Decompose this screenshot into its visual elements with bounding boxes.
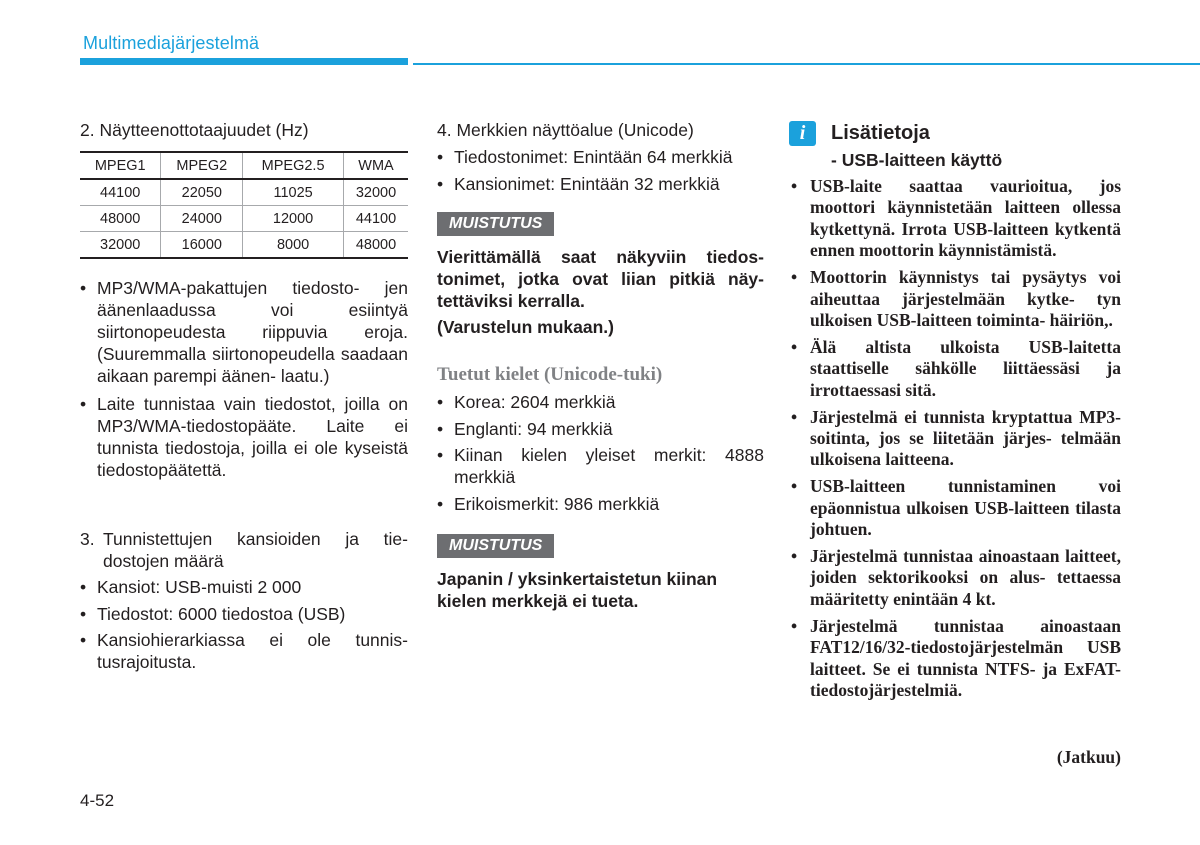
note-badge: MUISTUTUS — [437, 212, 554, 236]
usb-notes-list — [789, 176, 1121, 707]
table-row — [80, 232, 408, 259]
table-cell: 48000 — [80, 206, 161, 232]
table-cell: 32000 — [355, 184, 397, 201]
section-title: Multimediajärjestelmä — [83, 33, 260, 53]
list-item: • Korea: 2604 merkkiä — [437, 391, 764, 413]
languages-list — [437, 391, 764, 515]
note-text: Japanin / yksinkertaistetun kiinan kielen merkkejä ei tueta. — [437, 569, 718, 611]
note-badge: MUISTUTUS — [437, 534, 554, 558]
note-extra: (Varustelun mukaan.) — [437, 317, 614, 337]
table-cell: 44100 — [80, 179, 161, 206]
format-notes-list — [80, 277, 408, 481]
table-header-cell: WMA — [358, 157, 394, 174]
list-item: • Järjestelmä tunnistaa ainoastaan laitteet, joiden sektorikooksi on alus- tettaessa määritetty enintään 4 kt. — [789, 546, 1121, 610]
table-cell: 44100 — [355, 210, 397, 227]
sample-rates-table — [80, 151, 408, 259]
table-row — [80, 206, 408, 232]
list-item: • Järjestelmä ei tunnista kryptattua MP3-soitinta, jos se liitetään järjes- telmään ulkoisena laitteena. — [789, 407, 1121, 471]
list-item: • Kansiot: USB-muisti 2 000 — [80, 576, 408, 598]
folders-heading-number: 3. — [80, 529, 95, 549]
note-text: Vierittämällä saat näkyviin tiedos- tonimet, jotka ovat liian pitkiä näy- tettäviksi kerralla. — [437, 247, 764, 311]
page-number: 4-52 — [80, 791, 115, 810]
sample-rates-heading: 2. Näytteenottotaajuudet (Hz) — [80, 120, 309, 140]
list-item: • MP3/WMA-pakattujen tiedosto- jen äänenlaadussa voi esiintyä siirtonopeudesta riippuvia eroja. (Suuremmalla siirtonopeudella saadaan aikaan parempi äänen- laatu.) — [80, 277, 408, 387]
list-item: • Järjestelmä tunnistaa ainoastaan FAT12/16/32-tiedostojärjestelmän USB laitteet. Se ei tunnista NTFS- ja ExFAT-tiedostojärjestelmiä. — [789, 616, 1121, 702]
table-header-cell: MPEG1 — [80, 152, 161, 179]
list-item: • Tiedostonimet: Enintään 64 merkkiä — [437, 146, 764, 168]
list-item: • Laite tunnistaa vain tiedostot, joilla on MP3/WMA-tiedostopääte. Laite ei tunnista tiedostoja, joilla ei ole kyseistä tiedostopäätettä. — [80, 393, 408, 481]
table-cell: 12000 — [243, 206, 344, 232]
table-cell: 16000 — [161, 232, 243, 259]
table-cell: 8000 — [243, 232, 344, 259]
info-title: Lisätietoja — [831, 122, 930, 144]
folders-heading: Tunnistettujen kansioiden ja tie- dostojen määrä — [103, 529, 408, 571]
list-item: • USB-laitteen tunnistaminen voi epäonnistua ulkoisen USB-laitteen tilasta johtuen. — [789, 476, 1121, 540]
table-header-cell: MPEG2 — [161, 152, 243, 179]
header-rule-thin — [413, 63, 1200, 65]
list-item: • Tiedostot: 6000 tiedostoa (USB) — [80, 603, 408, 625]
list-item: • Englanti: 94 merkkiä — [437, 418, 764, 440]
info-icon: i — [789, 121, 816, 146]
table-cell: 32000 — [80, 232, 161, 259]
table-cell: 22050 — [161, 179, 243, 206]
list-item: • Moottorin käynnistys tai pysäytys voi aiheuttaa järjestelmään kytke- tyn ulkoisen USB-laitteen toiminta- häiriön,. — [789, 267, 1121, 331]
table-header-cell: MPEG2.5 — [243, 152, 344, 179]
display-range-heading: 4. Merkkien näyttöalue (Unicode) — [437, 120, 694, 140]
continued-label: (Jatkuu) — [1056, 747, 1121, 767]
table-cell: 24000 — [161, 206, 243, 232]
table-header-row — [80, 152, 408, 179]
list-item: • Kansiohierarkiassa ei ole tunnis- tusrajoitusta. — [80, 629, 408, 673]
table-row — [80, 179, 408, 206]
list-item: • Älä altista ulkoista USB-laitetta staattiselle sähkölle liittäessäsi ja irrottaessasi sitä. — [789, 337, 1121, 401]
folder-limits-list — [80, 576, 408, 673]
languages-heading: Tuetut kielet (Unicode-tuki) — [437, 364, 663, 385]
display-range-list — [437, 146, 764, 195]
table-cell: 48000 — [355, 236, 397, 253]
info-subtitle: - USB-laitteen käyttö — [831, 150, 1003, 170]
table-cell: 11025 — [243, 179, 344, 206]
list-item: • Kansionimet: Enintään 32 merkkiä — [437, 173, 764, 195]
list-item: • Erikoismerkit: 986 merkkiä — [437, 493, 764, 515]
list-item: • Kiinan kielen yleiset merkit: 4888 merkkiä — [437, 444, 764, 488]
list-item: • USB-laite saattaa vaurioitua, jos moottori käynnistetään laitteen ollessa kytkettynä. Irrota USB-laitteen kytkentä ennen moottorin käynnistämistä. — [789, 176, 1121, 262]
header-rule-thick — [80, 58, 408, 65]
